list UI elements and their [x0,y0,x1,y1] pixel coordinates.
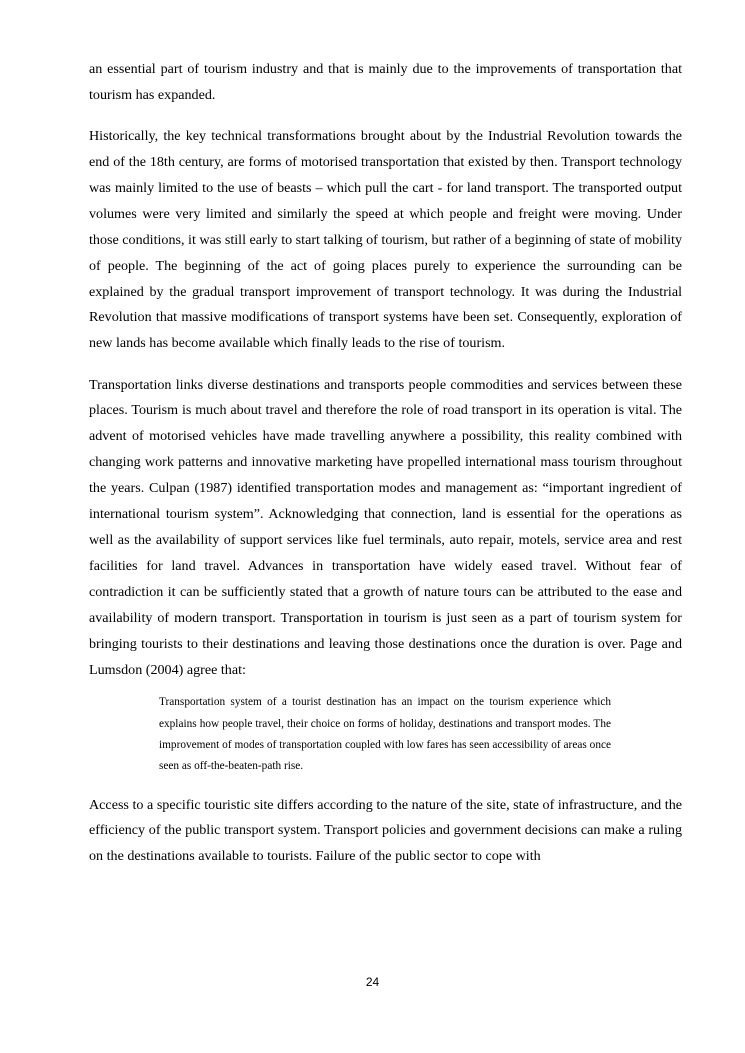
block-quote: Transportation system of a tourist destination has an impact on the tourism experience which explains how people travel, their choice on forms of holiday, destinations and transport modes. The improvement of modes of transportation coupled with low fares has seen accessibility of areas once seen as off-the-beaten-path rise. [159,696,611,773]
paragraph-access: Access to a specific touristic site differs according to the nature of the site, state of infrastructure, and the efficiency of the public transport system. Transport policies and government decisions can make a ruling on the destinations available to tourists. Failure of the public sector to cope with [89,796,682,865]
paragraph-spacer [89,777,682,792]
paragraph-continuation: an essential part of tourism industry and that is mainly due to the improvements of transportation that tourism has expanded. [89,61,682,103]
paragraph-spacer [89,109,682,124]
paragraph-transportation-links: Transportation links diverse destinations and transports people commodities and services between these places. Tourism is much about travel and therefore the role of road transport in its operation is vital. The advent of motorised vehicles have made travelling anywhere a possibility, this reality combined with changing work patterns and innovative marketing have propelled international mass tourism throughout the years. Culpan (1987) identified transportation modes and management as: “important ingredient of international tourism system”. Acknowledging that connection, land is essential for the operations as well as the availability of support services like fuel terminals, auto repair, motels, service area and rest facilities for land travel. Advances in transportation have widely eased travel. Without fear of contradiction it can be sufficiently stated that a growth of nature tours can be attributed to the ease and availability of modern transport. Transportation in tourism is just seen as a part of tourism system for bringing tourists to their destinations and leaving those destinations once the duration is over. Page and Lumsdon (2004) agree that: [89,376,682,678]
paragraph-industrial-revolution: Historically, the key technical transformations brought about by the Industrial Revolution towards the end of the 18th century, are forms of motorised transportation that existed by then. Transport technology was mainly limited to the use of beasts – which pull the cart - for land transport. The transported output volumes were very limited and similarly the speed at which people and freight were moving. Under those conditions, it was still early to start talking of tourism, but rather of a beginning of state of mobility of people. The beginning of the act of going places purely to experience the surrounding can be explained by the gradual transport improvement of transport technology. It was during the Industrial Revolution that massive modifications of transport systems have been set. Consequently, exploration of new lands has become available which finally leads to the rise of tourism. [89,128,683,352]
page-body [89,57,682,870]
paragraph-spacer [89,357,682,372]
page-number: 24 [365,975,380,989]
paragraph-spacer [89,683,682,692]
